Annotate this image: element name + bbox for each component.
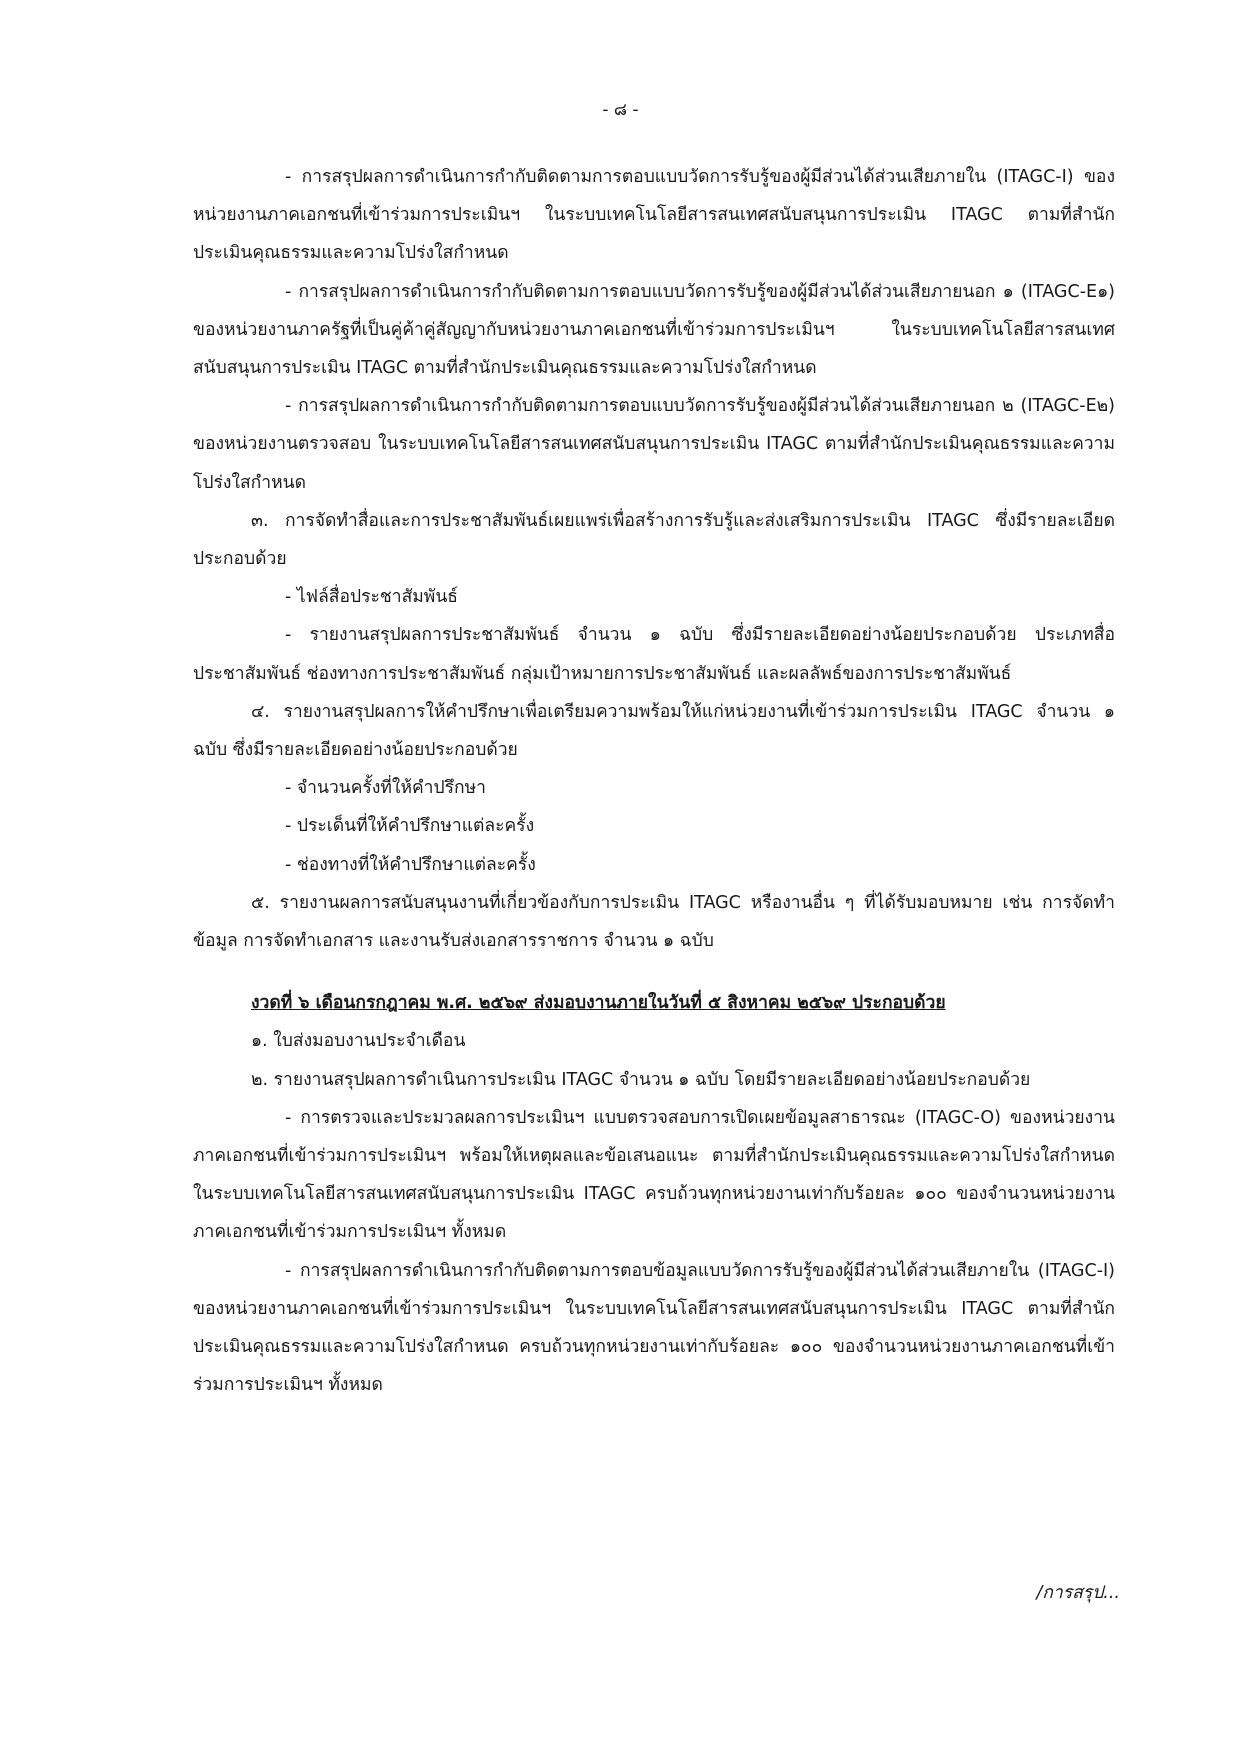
paragraph-itagc-i-followup: - การสรุปผลการดำเนินการกำกับติดตามการตอบข้อมูลแบบวัดการรับรู้ของผู้มีส่วนได้ส่วนเสียภายใน (ITAGC-I) ของหน่วยงานภาคเอกชนที่เข้าร่วมการประเมินฯ ในระบบเทคโนโลยีสารสนเทศสนับสนุนการประเมิน ITAGC ตามที่สำนักประเมินคุณธรรมและความโปร่งใสกำหนด ครบถ้วนทุกหน่วยงานเท่ากับร้อยละ ๑๐๐ ของจำนวนหน่วยงานภาคเอกชนที่เข้าร่วมการประเมินฯ ทั้งหมด [193, 1260, 1115, 1396]
sub-item-consult-count: - จำนวนครั้งที่ให้คำปรึกษา [285, 778, 486, 799]
sub-item-consult-topics: - ประเด็นที่ให้คำปรึกษาแต่ละครั้ง [285, 816, 535, 837]
item-5-support-report: ๕. รายงานผลการสนับสนุนงานที่เกี่ยวข้องกับการประเมิน ITAGC หรืองานอื่น ๆ ที่ได้รับมอบหมาย เช่น การจัดทำข้อมูล การจัดทำเอกสาร และงานรับส่งเอกสารราชการ จำนวน ๑ ฉบับ [193, 892, 1115, 952]
item-2-assessment-report: ๒. รายงานสรุปผลการดำเนินการประเมิน ITAGC จำนวน ๑ ฉบับ โดยมีรายละเอียดอย่างน้อยประกอบด้วย [251, 1069, 1031, 1090]
paragraph-itagc-i-summary: - การสรุปผลการดำเนินการกำกับติดตามการตอบแบบวัดการรับรู้ของผู้มีส่วนได้ส่วนเสียภายใน (ITAGC-I) ของหน่วยงานภาคเอกชนที่เข้าร่วมการประเมินฯ ในระบบเทคโนโลยีสารสนเทศสนับสนุนการประเมิน ITAGC ตามที่สำนักประเมินคุณธรรมและความโปร่งใสกำหนด [193, 167, 1115, 264]
item-1-delivery-form: ๑. ใบส่งมอบงานประจำเดือน [251, 1031, 466, 1052]
sub-item-pr-files: - ไฟล์สื่อประชาสัมพันธ์ [285, 587, 458, 608]
sub-item-pr-report: - รายงานสรุปผลการประชาสัมพันธ์ จำนวน ๑ ฉบับ ซึ่งมีรายละเอียดอย่างน้อยประกอบด้วย ประเภทสื่อประชาสัมพันธ์ ช่องทางการประชาสัมพันธ์ กลุ่มเป้าหมายการประชาสัมพันธ์ และผลลัพธ์ของการประชาสัมพันธ์ [193, 625, 1115, 684]
installment-heading-text: งวดที่ ๖ เดือนกรกฎาคม พ.ศ. ๒๕๖๙ ส่งมอบงานภายในวันที่ ๕ สิงหาคม ๒๕๖๙ [251, 993, 846, 1014]
item-4-consulting-report: ๔. รายงานสรุปผลการให้คำปรึกษาเพื่อเตรียมความพร้อมให้แก่หน่วยงานที่เข้าร่วมการประเมิน ITAGC จำนวน ๑ ฉบับ ซึ่งมีรายละเอียดอย่างน้อยประกอบด้วย [193, 701, 1115, 761]
sub-item-consult-channels: - ช่องทางที่ให้คำปรึกษาแต่ละครั้ง [285, 854, 536, 875]
paragraph-itagc-o-review: - การตรวจและประมวลผลการประเมินฯ แบบตรวจสอบการเปิดเผยข้อมูลสาธารณะ (ITAGC-O) ของหน่วยงานภาคเอกชนที่เข้าร่วมการประเมินฯ พร้อมให้เหตุผลและข้อเสนอแนะ ตามที่สำนักประเมินคุณธรรมและความโปร่งใสกำหนด ในระบบเทคโนโลยีสารสนเทศสนับสนุนการประเมิน ITAGC ครบถ้วนทุกหน่วยงานเท่ากับร้อยละ ๑๐๐ ของจำนวนหน่วยงานภาคเอกชนที่เข้าร่วมการประเมินฯ ทั้งหมด [193, 1107, 1115, 1243]
paragraph-itagc-e1-summary: - การสรุปผลการดำเนินการกำกับติดตามการตอบแบบวัดการรับรู้ของผู้มีส่วนได้ส่วนเสียภายนอก ๑ (ITAGC-E๑) ของหน่วยงานภาครัฐที่เป็นคู่ค้าคู่สัญญากับหน่วยงานภาคเอกชนที่เข้าร่วมการประเมินฯ ในระบบเทคโนโลยีสารสนเทศสนับสนุนการประเมิน ITAGC ตามที่สำนักประเมินคุณธรรมและความโปร่งใสกำหนด [193, 281, 1115, 379]
item-3-media-pr: ๓. การจัดทำสื่อและการประชาสัมพันธ์เผยแพร่เพื่อสร้างการรับรู้และส่งเสริมการประเมิน ITAGC ซึ่งมีรายละเอียดประกอบด้วย [193, 510, 1115, 570]
installment-6-heading [193, 984, 1115, 1022]
installment-heading-tail: ประกอบด้วย [845, 993, 946, 1014]
continuation-marker: /การสรุป... [1036, 1583, 1120, 1603]
paragraph-itagc-e2-summary: - การสรุปผลการดำเนินการกำกับติดตามการตอบแบบวัดการรับรู้ของผู้มีส่วนได้ส่วนเสียภายนอก ๒ (ITAGC-E๒) ของหน่วยงานตรวจสอบ ในระบบเทคโนโลยีสารสนเทศสนับสนุนการประเมิน ITAGC ตามที่สำนักประเมินคุณธรรมและความโปร่งใสกำหนด [193, 396, 1115, 493]
document-body [193, 158, 1115, 1405]
page-number: - ๘ - [602, 100, 639, 120]
